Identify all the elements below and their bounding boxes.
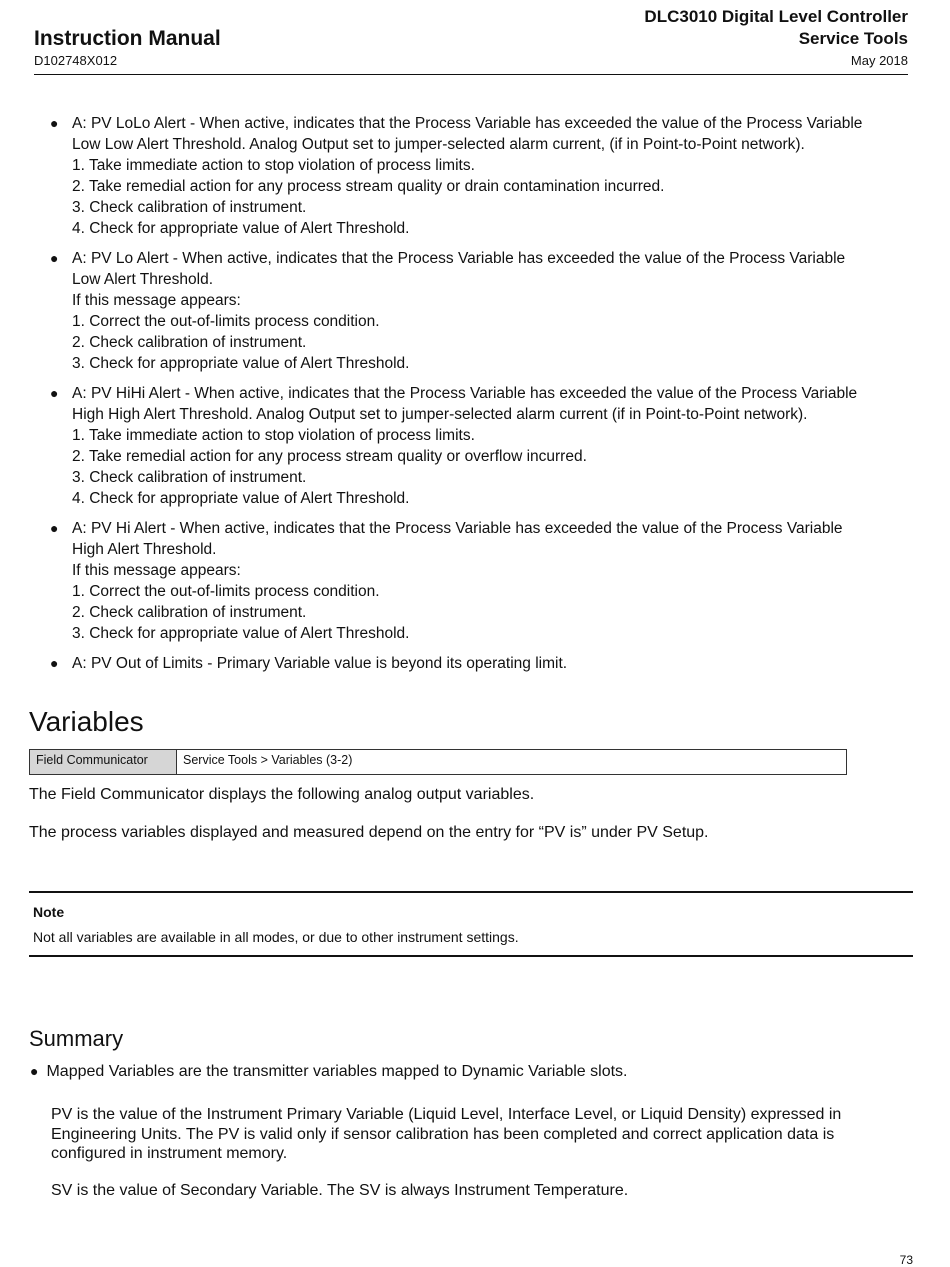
alert-line: - Primary Variable value is beyond its operating limit.: [202, 655, 568, 672]
sv-description: SV is the value of Secondary Variable. The SV is always Instrument Temperature.: [51, 1182, 629, 1199]
alert-line: If this message appears:: [72, 292, 241, 309]
alert-line: - When active, indicates that the Process Variable has exceeded the value of the Process Variable: [168, 250, 846, 267]
bullet-icon: ●: [50, 115, 59, 131]
alert-line: - When active, indicates that the Process Variable has exceeded the value of the Process Variable: [180, 385, 858, 402]
alert-line: 1. Correct the out-of-limits process condition.: [72, 583, 380, 600]
section-name: Service Tools: [798, 29, 908, 48]
alert-item-pv-lolo: [50, 113, 910, 239]
alert-line: 3. Check calibration of instrument.: [72, 199, 307, 216]
menu-path-label: Field Communicator: [30, 750, 177, 774]
publication-date: May 2018: [850, 53, 908, 68]
pv-line: PV is the value of the Instrument Primary Variable (Liquid Level, Interface Level, or Liquid Density) expressed in: [51, 1106, 842, 1123]
alert-line: 3. Check for appropriate value of Alert Threshold.: [72, 625, 410, 642]
summary-item-text: are the transmitter variables mapped to Dynamic Variable slots.: [174, 1063, 628, 1080]
variables-heading: Variables: [29, 706, 144, 737]
alert-line: If this message appears:: [72, 562, 241, 579]
alert-term: A: PV Lo Alert: [72, 250, 169, 267]
document-title: Instruction Manual: [34, 27, 221, 50]
alert-line: - When active, indicates that the Process Variable has exceeded the value of the Process Variable: [185, 115, 863, 132]
alert-line: 2. Check calibration of instrument.: [72, 334, 307, 351]
alert-line: Low Alert Threshold.: [72, 271, 214, 288]
alert-item-pv-out-of-limits: [50, 653, 910, 674]
alert-term: A: PV HiHi Alert: [72, 385, 181, 402]
product-name: DLC3010 Digital Level Controller: [644, 7, 908, 26]
alert-line: 3. Check calibration of instrument.: [72, 469, 307, 486]
menu-path-box: [29, 749, 847, 775]
alert-line: 1. Take immediate action to stop violation of process limits.: [72, 427, 475, 444]
bullet-icon: ●: [50, 520, 59, 536]
alert-term: A: PV Hi Alert: [72, 520, 166, 537]
pv-line: configured in instrument memory.: [51, 1145, 288, 1162]
alert-line: High High Alert Threshold. Analog Output set to jumper-selected alarm current (if in Point-to-Point network).: [72, 406, 808, 423]
variables-paragraph-1: The Field Communicator displays the following analog output variables.: [29, 786, 535, 803]
alert-line: - When active, indicates that the Process Variable has exceeded the value of the Process Variable: [165, 520, 843, 537]
page-number: 73: [899, 1253, 913, 1267]
alert-line: 4. Check for appropriate value of Alert Threshold.: [72, 490, 410, 507]
alert-line: 1. Take immediate action to stop violation of process limits.: [72, 157, 475, 174]
alert-item-pv-hihi: [50, 383, 910, 509]
alert-item-pv-hi: [50, 518, 910, 644]
note-title: Note: [33, 904, 65, 920]
alert-line: 2. Take remedial action for any process stream quality or drain contamination incurred.: [72, 178, 665, 195]
alert-line: 2. Check calibration of instrument.: [72, 604, 307, 621]
summary-term: Mapped Variables: [46, 1063, 175, 1080]
note-box: [29, 891, 913, 957]
alert-term: A: PV LoLo Alert: [72, 115, 186, 132]
bullet-icon: ●: [50, 655, 59, 671]
alert-line: 1. Correct the out-of-limits process condition.: [72, 313, 380, 330]
alert-line: 3. Check for appropriate value of Alert Threshold.: [72, 355, 410, 372]
alert-item-pv-lo: [50, 248, 910, 374]
bullet-icon: ●: [50, 250, 59, 266]
bullet-icon: ●: [30, 1063, 39, 1079]
summary-heading: Summary: [29, 1026, 124, 1051]
variables-paragraph-2: The process variables displayed and measured depend on the entry for “PV is” under PV Setup.: [29, 824, 709, 841]
pv-line: Engineering Units. The PV is valid only if sensor calibration has been completed and correct application data is: [51, 1125, 835, 1143]
alert-term: A: PV Out of Limits: [72, 655, 203, 672]
alert-line: Low Low Alert Threshold. Analog Output set to jumper-selected alarm current, (if in Point-to-Point network).: [72, 136, 805, 153]
menu-path-value: Service Tools > Variables (3-2): [183, 753, 353, 767]
note-text: Not all variables are available in all modes, or due to other instrument settings.: [33, 929, 519, 945]
summary-list-item: [30, 1063, 627, 1081]
alert-line: 2. Take remedial action for any process stream quality or overflow incurred.: [72, 448, 587, 465]
document-number: D102748X012: [34, 53, 118, 68]
alert-line: High Alert Threshold.: [72, 541, 217, 558]
alert-line: 4. Check for appropriate value of Alert Threshold.: [72, 220, 410, 237]
page-header: [34, 0, 908, 75]
bullet-icon: ●: [50, 385, 59, 401]
pv-description: [51, 1105, 891, 1164]
